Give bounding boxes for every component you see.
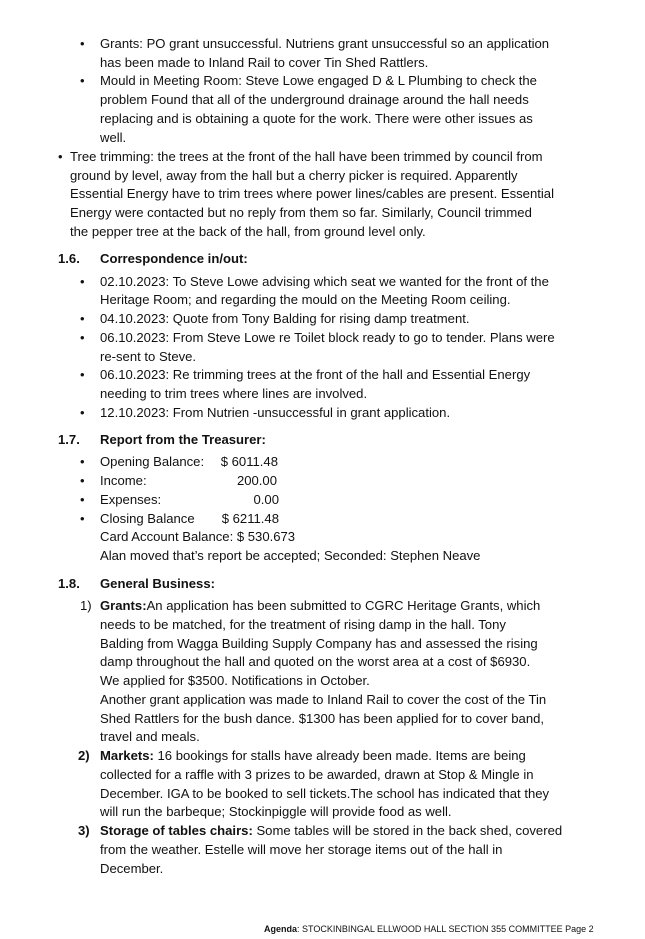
text-line: from the weather. Estelle will move her storage items out of the hall in <box>100 842 503 857</box>
item-title: Grants: <box>100 598 147 613</box>
item-title: Markets: <box>100 748 154 763</box>
text-line: 06.10.2023: From Steve Lowe re Toilet block ready to go to tender. Plans were <box>100 330 555 345</box>
text-line: Grants: PO grant unsuccessful. Nutriens grant unsuccessful so an application <box>100 36 550 51</box>
bullet-icon: • <box>80 492 85 507</box>
section-number: 1.6. <box>58 251 80 266</box>
text-line: needs to be matched, for the treatment of rising damp in the hall. Tony <box>100 617 506 632</box>
text-line: replacing and is obtaining a quote for the work. There were other issues as <box>100 111 533 126</box>
balance-value: $ 6211.48 <box>221 511 279 526</box>
text-line: the pepper tree at the back of the hall, from ground level only. <box>70 224 426 239</box>
footer-text: : STOCKINBINGAL ELLWOOD HALL SECTION 355 COMMITTEE Page 2 <box>297 924 594 934</box>
list-marker: 3) <box>78 823 90 838</box>
text-line: 06.10.2023: Re trimming trees at the front of the hall and Essential Energy <box>100 367 531 382</box>
text-line: Mould in Meeting Room: Steve Lowe engaged D & L Plumbing to check the <box>100 73 537 88</box>
section-heading: Correspondence in/out: <box>100 251 248 266</box>
text-line: travel and meals. <box>100 729 200 744</box>
footer-label: Agenda <box>264 924 298 934</box>
page-footer <box>264 920 594 939</box>
text-line: problem Found that all of the underground drainage around the hall needs <box>100 92 529 107</box>
balance-value: 200.00 <box>236 473 277 488</box>
text-line: We applied for $3500. Notifications in October. <box>100 673 370 688</box>
item-text: An application has been submitted to CGRC Heritage Grants, which <box>146 598 541 613</box>
bullet-icon: • <box>80 511 85 526</box>
motion-text: Alan moved that’s report be accepted; Seconded: Stephen Neave <box>100 548 481 563</box>
item-title: Storage of tables chairs: <box>100 823 253 838</box>
text-line: needing to trim trees where lines are involved. <box>100 386 368 401</box>
bullet-icon: • <box>80 473 85 488</box>
text-line: Energy were contacted but no reply from them so far. Similarly, Council trimmed <box>70 205 532 220</box>
bullet-icon: • <box>80 274 85 289</box>
item-text: 16 bookings for stalls have already been made. Items are being <box>153 748 526 763</box>
text-line <box>100 822 562 841</box>
text-line: Tree trimming: the trees at the front of the hall have been trimmed by council from <box>70 149 543 164</box>
balance-value: 0.00 <box>253 492 279 507</box>
text-line: Another grant application was made to Inland Rail to cover the cost of the Tin <box>100 692 547 707</box>
text-line: collected for a raffle with 3 prizes to be awarded, drawn at Stop & Mingle in <box>100 767 534 782</box>
text-line: well. <box>100 130 127 145</box>
section-heading: Report from the Treasurer: <box>100 432 266 447</box>
bullet-icon: • <box>80 73 85 88</box>
bullet-icon: • <box>80 311 85 326</box>
bullet-icon: • <box>80 367 85 382</box>
section-number: 1.8. <box>58 576 80 591</box>
balance-label: Expenses: <box>100 492 162 507</box>
text-line: Essential Energy have to trim trees where power lines/cables are present. Essential <box>70 186 554 201</box>
item-text: Some tables will be stored in the back shed, covered <box>252 823 563 838</box>
text-line: Shed Rattlers for the bush dance. $1300 has been applied for to cover band, <box>100 711 545 726</box>
text-line: re-sent to Steve. <box>100 349 197 364</box>
balance-label: Opening Balance: <box>100 454 205 469</box>
text-line: 02.10.2023: To Steve Lowe advising which seat we wanted for the front of the <box>100 274 549 289</box>
text-line: damp throughout the hall and quoted on the worst area at a cost of $6930. <box>100 654 531 669</box>
bullet-icon: • <box>80 330 85 345</box>
bullet-icon: • <box>80 454 85 469</box>
bullet-icon: • <box>80 405 85 420</box>
section-number: 1.7. <box>58 432 80 447</box>
text-line <box>100 597 540 616</box>
list-marker: 1) <box>80 598 92 613</box>
text-line: December. <box>100 861 164 876</box>
text-line: will run the barbeque; Stockinpiggle will provide food as well. <box>100 804 452 819</box>
text-line: has been made to Inland Rail to cover Tin Shed Rattlers. <box>100 55 429 70</box>
bullet-icon: • <box>80 36 85 51</box>
section-heading: General Business: <box>100 576 215 591</box>
text-line: 12.10.2023: From Nutrien -unsuccessful in grant application. <box>100 405 451 420</box>
text-line: ground by level, away from the hall but a cherry picker is required. Apparently <box>70 168 518 183</box>
card-balance: Card Account Balance: $ 530.673 <box>100 529 296 544</box>
text-line: 04.10.2023: Quote from Tony Balding for rising damp treatment. <box>100 311 470 326</box>
bullet-icon: • <box>58 149 63 164</box>
balance-label: Income: <box>100 473 147 488</box>
balance-label: Closing Balance <box>100 511 195 526</box>
list-marker: 2) <box>78 748 90 763</box>
text-line: Heritage Room; and regarding the mould on the Meeting Room ceiling. <box>100 292 511 307</box>
text-line: Balding from Wagga Building Supply Company has and assessed the rising <box>100 636 538 651</box>
balance-value: $ 6011.48 <box>220 454 278 469</box>
text-line <box>100 747 526 766</box>
text-line: December. IGA to be booked to sell tickets.The school has indicated that they <box>100 786 550 801</box>
